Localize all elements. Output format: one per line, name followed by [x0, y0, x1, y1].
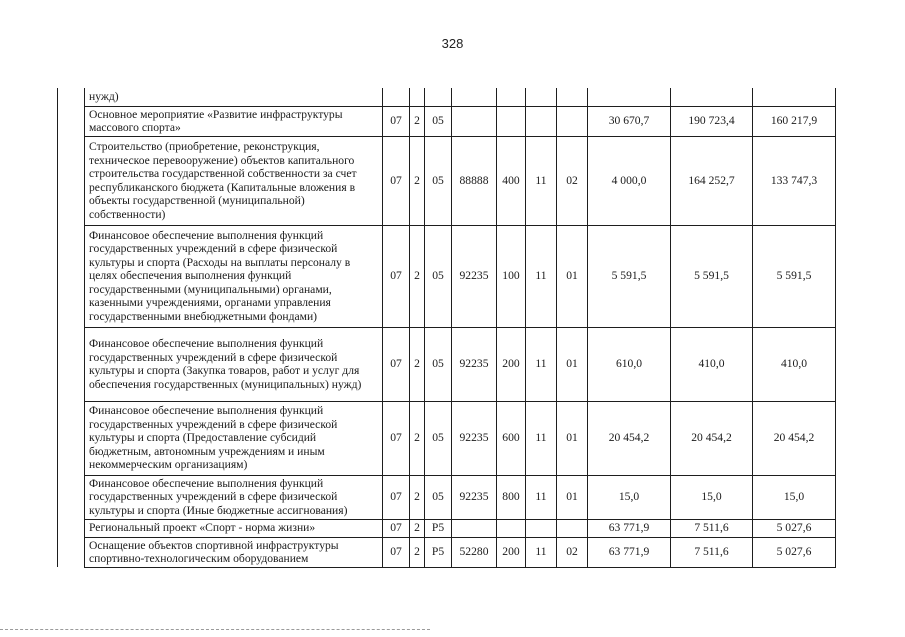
- amount-cell: 5 591,5: [588, 225, 671, 327]
- code-cell: 01: [557, 225, 588, 327]
- code-cell: 01: [557, 401, 588, 475]
- amount-cell: 63 771,9: [588, 537, 671, 567]
- code-cell: 100: [497, 225, 526, 327]
- amount-cell: 20 454,2: [753, 401, 836, 475]
- row-marker-cell: [58, 327, 85, 401]
- description-cell: Финансовое обеспечение выполнения функций государственных учреждений в сфере физической культуры и спорта (Расходы на выплаты персоналу в целях обеспечения выполнения функций государственными (муниципальными) органами, казенными учреждениями, органами управления государственными внебюджетными фондами): [85, 225, 383, 327]
- row-marker-cell: [58, 537, 85, 567]
- code-cell: P5: [425, 537, 452, 567]
- amount-cell: [753, 88, 836, 106]
- table-row: [58, 519, 836, 537]
- code-cell: 05: [425, 475, 452, 519]
- amount-cell: 30 670,7: [588, 106, 671, 136]
- code-cell: [497, 88, 526, 106]
- table-row: [58, 475, 836, 519]
- amount-cell: [588, 88, 671, 106]
- code-cell: 2: [410, 327, 425, 401]
- code-cell: 2: [410, 475, 425, 519]
- amount-cell: 7 511,6: [671, 537, 753, 567]
- code-cell: 200: [497, 327, 526, 401]
- row-marker-cell: [58, 519, 85, 537]
- description-cell: нужд): [85, 88, 383, 106]
- code-cell: [452, 88, 497, 106]
- amount-cell: 5 027,6: [753, 537, 836, 567]
- code-cell: 05: [425, 225, 452, 327]
- row-marker-cell: [58, 475, 85, 519]
- code-cell: [557, 106, 588, 136]
- code-cell: 07: [383, 327, 410, 401]
- row-marker-cell: [58, 136, 85, 225]
- amount-cell: 15,0: [671, 475, 753, 519]
- code-cell: 11: [526, 327, 557, 401]
- description-cell: Региональный проект «Спорт - норма жизни»: [85, 519, 383, 537]
- code-cell: 05: [425, 327, 452, 401]
- code-cell: 400: [497, 136, 526, 225]
- code-cell: 200: [497, 537, 526, 567]
- code-cell: 11: [526, 401, 557, 475]
- code-cell: 01: [557, 475, 588, 519]
- row-marker-cell: [58, 88, 85, 106]
- code-cell: 11: [526, 475, 557, 519]
- code-cell: 02: [557, 537, 588, 567]
- code-cell: 92235: [452, 327, 497, 401]
- code-cell: [497, 519, 526, 537]
- amount-cell: 410,0: [753, 327, 836, 401]
- code-cell: 88888: [452, 136, 497, 225]
- code-cell: 07: [383, 401, 410, 475]
- code-cell: P5: [425, 519, 452, 537]
- code-cell: 05: [425, 106, 452, 136]
- code-cell: 52280: [452, 537, 497, 567]
- description-cell: Основное мероприятие «Развитие инфраструктуры массового спорта»: [85, 106, 383, 136]
- description-cell: Строительство (приобретение, реконструкция, техническое перевооружение) объектов капитального строительства государственной собственности за счет республиканского бюджета (Капитальные вложения в объекты государственной (муниципальной) собственности): [85, 136, 383, 225]
- amount-cell: 5 591,5: [671, 225, 753, 327]
- code-cell: 11: [526, 225, 557, 327]
- amount-cell: 190 723,4: [671, 106, 753, 136]
- amount-cell: 133 747,3: [753, 136, 836, 225]
- code-cell: 01: [557, 327, 588, 401]
- description-cell: Финансовое обеспечение выполнения функций государственных учреждений в сфере физической культуры и спорта (Закупка товаров, работ и услуг для обеспечения государственных (муниципальных) нужд): [85, 327, 383, 401]
- amount-cell: 15,0: [753, 475, 836, 519]
- amount-cell: 20 454,2: [588, 401, 671, 475]
- amount-cell: 4 000,0: [588, 136, 671, 225]
- row-marker-cell: [58, 106, 85, 136]
- amount-cell: 160 217,9: [753, 106, 836, 136]
- description-cell: Оснащение объектов спортивной инфраструктуры спортивно-технологическим оборудованием: [85, 537, 383, 567]
- amount-cell: [671, 88, 753, 106]
- code-cell: 92235: [452, 475, 497, 519]
- code-cell: 07: [383, 106, 410, 136]
- code-cell: 07: [383, 136, 410, 225]
- code-cell: 600: [497, 401, 526, 475]
- amount-cell: 15,0: [588, 475, 671, 519]
- table-row: [58, 225, 836, 327]
- code-cell: 07: [383, 475, 410, 519]
- table-row: [58, 88, 836, 106]
- amount-cell: 63 771,9: [588, 519, 671, 537]
- code-cell: [425, 88, 452, 106]
- code-cell: 05: [425, 136, 452, 225]
- code-cell: 07: [383, 225, 410, 327]
- code-cell: [452, 106, 497, 136]
- code-cell: 2: [410, 401, 425, 475]
- page-number: 328: [441, 36, 464, 51]
- amount-cell: 7 511,6: [671, 519, 753, 537]
- code-cell: [557, 519, 588, 537]
- amount-cell: 164 252,7: [671, 136, 753, 225]
- code-cell: 2: [410, 136, 425, 225]
- code-cell: [497, 106, 526, 136]
- code-cell: [452, 519, 497, 537]
- code-cell: 11: [526, 136, 557, 225]
- table-row: [58, 327, 836, 401]
- code-cell: [526, 519, 557, 537]
- row-marker-cell: [58, 225, 85, 327]
- code-cell: [410, 88, 425, 106]
- code-cell: 11: [526, 537, 557, 567]
- amount-cell: 410,0: [671, 327, 753, 401]
- code-cell: 800: [497, 475, 526, 519]
- table-row: [58, 136, 836, 225]
- code-cell: [557, 88, 588, 106]
- description-cell: Финансовое обеспечение выполнения функций государственных учреждений в сфере физической культуры и спорта (Предоставление субсидий бюджетным, автономным учреждениям и иным некоммерческим организациям): [85, 401, 383, 475]
- code-cell: 2: [410, 519, 425, 537]
- code-cell: [526, 106, 557, 136]
- table-row: [58, 537, 836, 567]
- amount-cell: 20 454,2: [671, 401, 753, 475]
- code-cell: 2: [410, 225, 425, 327]
- scan-edge-line: [0, 629, 430, 630]
- code-cell: 05: [425, 401, 452, 475]
- code-cell: 07: [383, 519, 410, 537]
- amount-cell: 5 027,6: [753, 519, 836, 537]
- amount-cell: 5 591,5: [753, 225, 836, 327]
- amount-cell: 610,0: [588, 327, 671, 401]
- table-row: [58, 401, 836, 475]
- code-cell: 92235: [452, 225, 497, 327]
- code-cell: 02: [557, 136, 588, 225]
- code-cell: 92235: [452, 401, 497, 475]
- description-cell: Финансовое обеспечение выполнения функций государственных учреждений в сфере физической культуры и спорта (Иные бюджетные ассигнования): [85, 475, 383, 519]
- code-cell: 2: [410, 106, 425, 136]
- code-cell: 2: [410, 537, 425, 567]
- code-cell: [526, 88, 557, 106]
- code-cell: [383, 88, 410, 106]
- table-row: [58, 106, 836, 136]
- budget-table: [57, 88, 836, 568]
- row-marker-cell: [58, 401, 85, 475]
- code-cell: 07: [383, 537, 410, 567]
